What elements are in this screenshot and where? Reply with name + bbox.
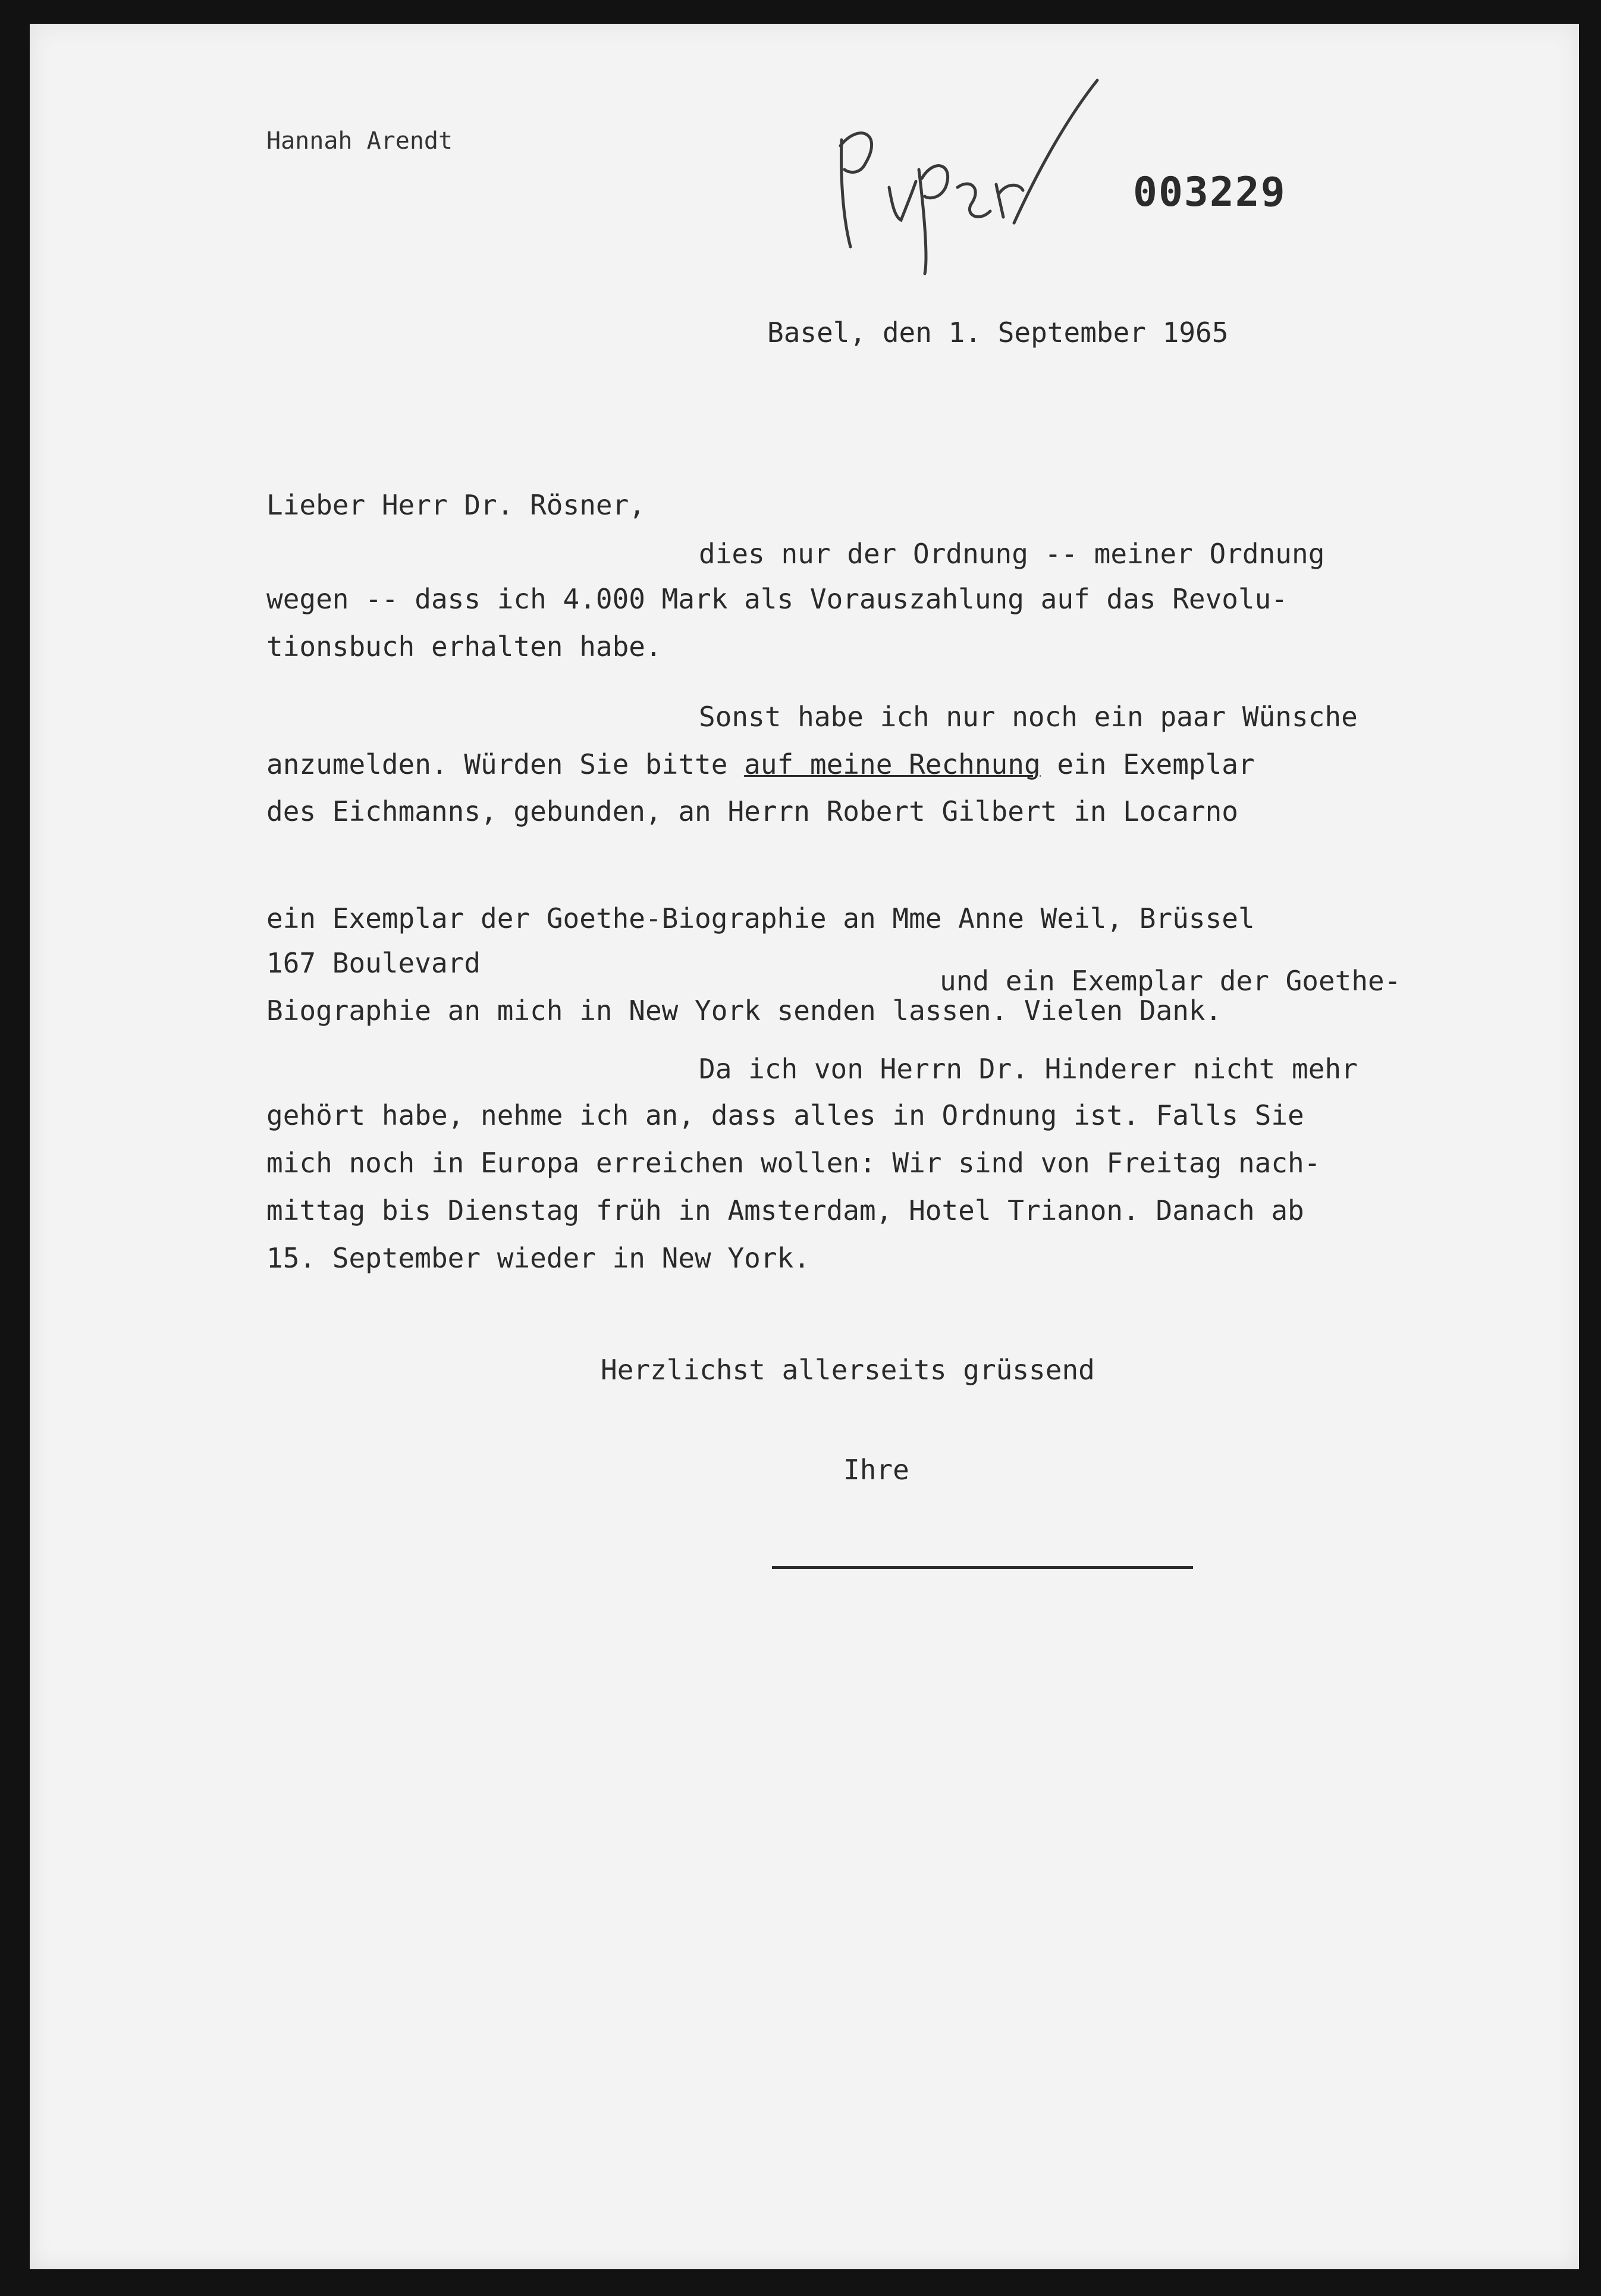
paragraph-3-line-4: mittag bis Dienstag früh in Amsterdam, Hotel Trianon. Danach ab bbox=[266, 1194, 1304, 1227]
paragraph-1-line-3: tionsbuch erhalten habe. bbox=[266, 631, 662, 663]
paragraph-2-line-5b: und ein Exemplar der Goethe- bbox=[940, 965, 1401, 997]
underlined-text: auf meine Rechnung bbox=[744, 748, 1041, 780]
paragraph-1-line-1: dies nur der Ordnung -- meiner Ordnung bbox=[699, 538, 1325, 570]
salutation: Lieber Herr Dr. Rösner, bbox=[266, 489, 645, 521]
paragraph-2-line-4: ein Exemplar der Goethe-Biographie an Mme Anne Weil, Brüssel bbox=[266, 902, 1255, 934]
text-segment: anzumelden. Würden Sie bitte bbox=[266, 748, 745, 780]
paragraph-3-line-1: Da ich von Herrn Dr. Hinderer nicht mehr bbox=[699, 1053, 1358, 1085]
paragraph-1-line-2: wegen -- dass ich 4.000 Mark als Vorauszahlung auf das Revolu- bbox=[266, 583, 1288, 615]
paragraph-3-line-3: mich noch in Europa erreichen wollen: Wir sind von Freitag nach- bbox=[266, 1147, 1321, 1179]
closing: Herzlichst allerseits grüssend bbox=[601, 1354, 1095, 1386]
sign-off: Ihre bbox=[843, 1454, 909, 1486]
sender-name: Hannah Arendt bbox=[266, 127, 453, 155]
archive-number: 003229 bbox=[1133, 169, 1286, 216]
handwritten-annotation bbox=[818, 68, 1115, 283]
paragraph-3-line-5: 15. September wieder in New York. bbox=[266, 1242, 810, 1274]
dateline: Basel, den 1. September 1965 bbox=[767, 316, 1229, 349]
signature-line bbox=[772, 1566, 1193, 1569]
paragraph-2-line-2 bbox=[266, 741, 1255, 788]
paragraph-3-line-2: gehört habe, nehme ich an, dass alles in Ordnung ist. Falls Sie bbox=[266, 1099, 1304, 1131]
paragraph-2-line-1: Sonst habe ich nur noch ein paar Wünsche bbox=[699, 701, 1358, 733]
text-segment: ein Exemplar bbox=[1040, 748, 1255, 780]
paragraph-2-line-3: des Eichmanns, gebunden, an Herrn Robert Gilbert in Locarno bbox=[266, 795, 1238, 827]
paragraph-2-line-6: Biographie an mich in New York senden lassen. Vielen Dank. bbox=[266, 995, 1222, 1027]
paragraph-2-line-5a: 167 Boulevard bbox=[266, 947, 481, 979]
